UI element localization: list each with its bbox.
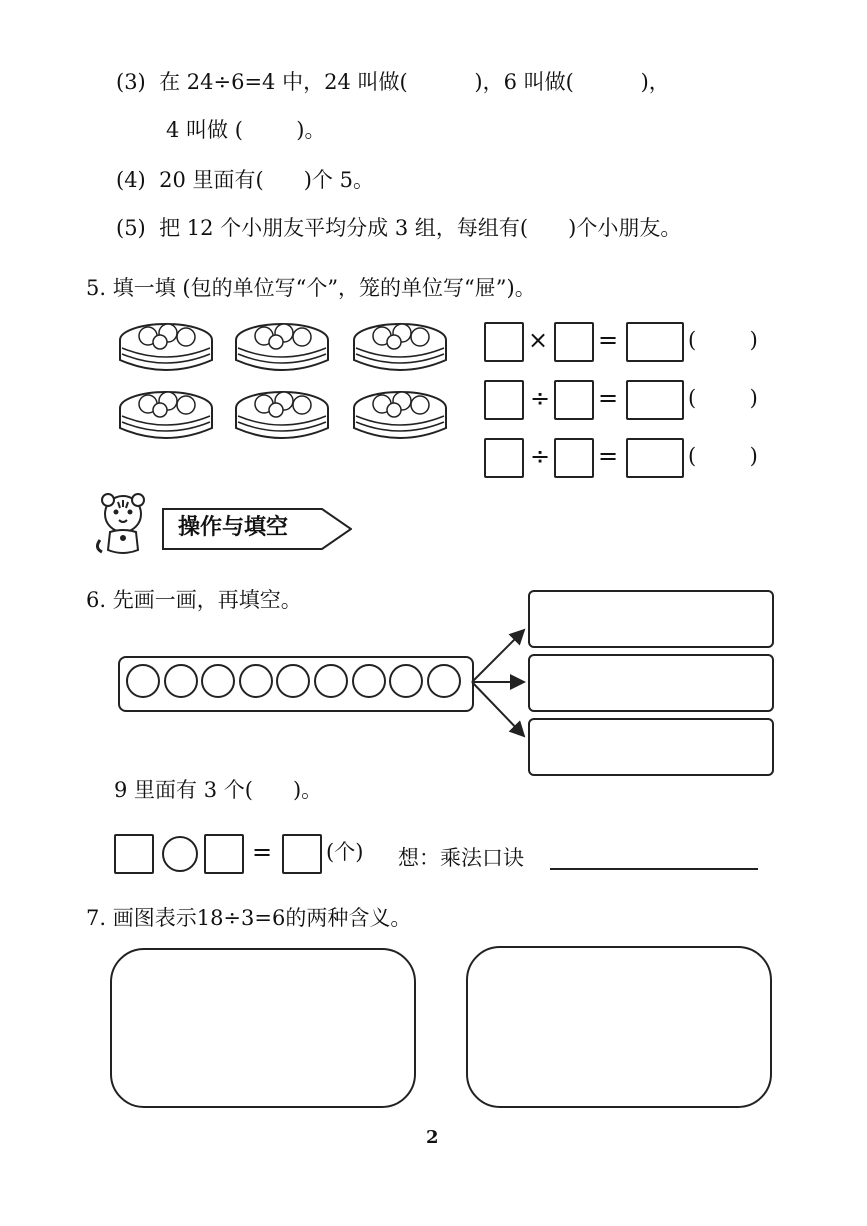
page-number: 2: [426, 1127, 439, 1148]
circle-4: [239, 664, 273, 698]
q5-sub-text: (5) 把 12 个小朋友平均分成 3 组，每组有( )个小朋友。: [116, 216, 682, 240]
answer-box[interactable]: [282, 834, 322, 874]
drawing-box-3[interactable]: [528, 718, 774, 776]
equals-sign: =: [598, 384, 619, 412]
unit-label: (个): [326, 840, 364, 864]
answer-box[interactable]: [554, 380, 594, 420]
steamer-icon: [232, 390, 332, 448]
unit-blank[interactable]: ( ): [688, 386, 758, 410]
think-label: 想：乘法口诀: [398, 846, 524, 870]
answer-box[interactable]: [114, 834, 154, 874]
answer-box[interactable]: [626, 322, 684, 362]
unit-blank[interactable]: ( ): [688, 328, 758, 352]
answer-box[interactable]: [484, 438, 524, 478]
drawing-area-2[interactable]: [466, 946, 772, 1108]
circle-6: [314, 664, 348, 698]
answer-box[interactable]: [484, 322, 524, 362]
equals-sign: =: [598, 442, 619, 470]
operator: ÷: [530, 442, 551, 470]
answer-box[interactable]: [554, 322, 594, 362]
answer-box[interactable]: [484, 380, 524, 420]
q3-line2: 4 叫做 ( )。: [166, 118, 326, 142]
circle-1: [126, 664, 160, 698]
answer-box[interactable]: [626, 438, 684, 478]
operator: ×: [528, 326, 549, 354]
steamer-icon: [350, 322, 450, 380]
unit-blank[interactable]: ( ): [688, 444, 758, 468]
circle-3: [201, 664, 235, 698]
answer-box[interactable]: [204, 834, 244, 874]
q5-title: 5. 填一填 (包的单位写“个”，笼的单位写“屉”)。: [86, 276, 536, 300]
equals-sign: =: [598, 326, 619, 354]
circle-7: [352, 664, 386, 698]
steamer-icon: [232, 322, 332, 380]
q4-text: (4) 20 里面有( )个 5。: [116, 168, 374, 192]
q6-title: 6. 先画一画，再填空。: [86, 588, 302, 612]
circle-2: [164, 664, 198, 698]
q3-line1: (3) 在 24÷6=4 中，24 叫做( )，6 叫做( )，: [116, 70, 670, 94]
steamer-icon: [116, 390, 216, 448]
q7-title: 7. 画图表示18÷3=6的两种含义。: [86, 906, 412, 930]
answer-box[interactable]: [554, 438, 594, 478]
section-label: 操作与填空: [178, 515, 289, 540]
tiger-mascot-icon: [92, 492, 154, 558]
equals-sign: =: [252, 838, 273, 866]
answer-line[interactable]: [550, 868, 758, 870]
circle-8: [389, 664, 423, 698]
drawing-area-1[interactable]: [110, 948, 416, 1108]
q6-blank-sentence: 9 里面有 3 个( )。: [114, 778, 323, 802]
steamer-icon: [116, 322, 216, 380]
steamer-icon: [350, 390, 450, 448]
answer-box[interactable]: [626, 380, 684, 420]
operator-circle[interactable]: [162, 836, 198, 872]
drawing-box-1[interactable]: [528, 590, 774, 648]
operator: ÷: [530, 384, 551, 412]
drawing-box-2[interactable]: [528, 654, 774, 712]
circle-9: [427, 664, 461, 698]
